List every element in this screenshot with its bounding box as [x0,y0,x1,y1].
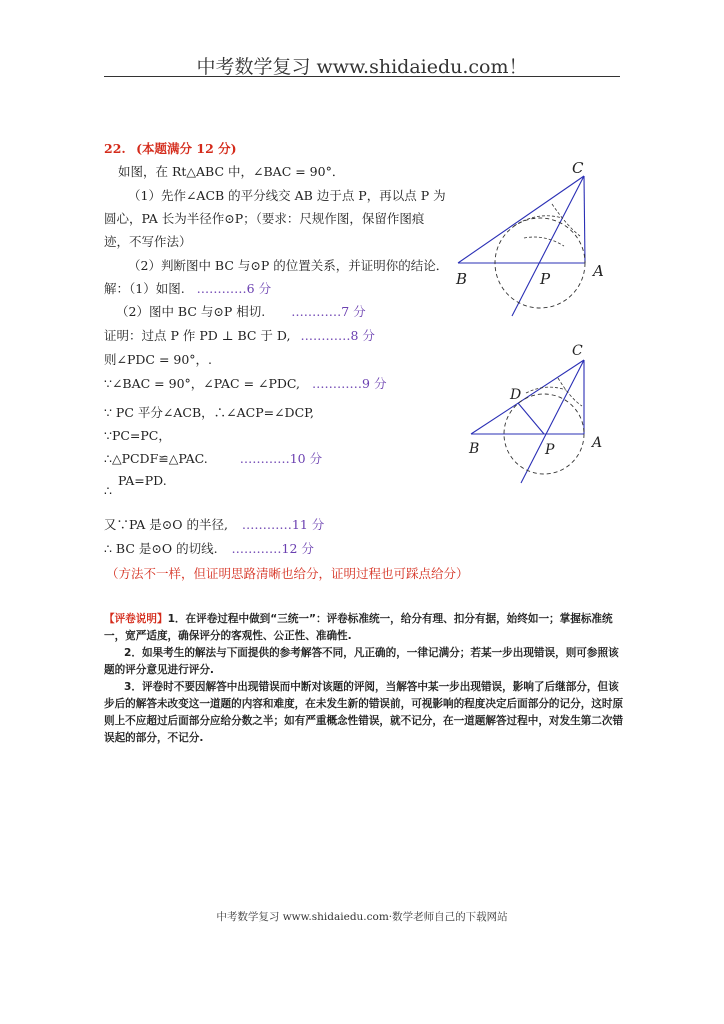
solution-step-9-text: PA=PD. [117,473,167,488]
figure-2 [466,338,614,488]
grading-note-2: 2．如果考生的解法与下面提供的参考解答不同，凡正确的，一律记满分；若某一步出现错误，则可参照该题的评分意见进行评分. [104,647,619,676]
solution-step-11-text: ∴ BC 是⊙O 的切线. [104,541,218,556]
figure-2-label-P: P [545,442,555,458]
figure-2-label-A: A [592,435,603,451]
solution-step-7: ∵PC=PC， [104,428,171,443]
solution-step-1 [104,281,271,297]
figure-2-label-C: C [572,343,583,359]
figure-1-background [452,156,612,320]
figure-2-label-B: B [469,441,480,457]
page-header-title: 中考数学复习 www.shidaiedu.com！ [196,56,528,78]
problem-part1-line3: 迹，不写作法） [104,234,192,249]
solution-step-1-score: …………6 分 [196,281,272,296]
problem-number: 22. [104,141,126,156]
problem-score: (本题满分 12 分) [136,141,237,156]
solution-step-4: 则∠PDC = 90°，. [104,352,213,367]
figure-1-label-P: P [540,270,551,288]
problem-heading [104,141,237,157]
solution-step-8 [104,451,322,467]
solution-step-3-score: …………8 分 [300,328,375,343]
solution-step-5-score: …………9 分 [312,376,387,391]
solution-step-3-text: 证明：过点 P 作 PD ⊥ BC 于 D, [104,328,291,343]
figure-1-label-A: A [593,262,604,280]
solution-step-10 [104,517,324,533]
solution-step-5-text: ∵∠BAC = 90°，∠PAC = ∠PDC, [104,376,301,391]
solution-step-10-text: 又∵PA 是⊙O 的半径, [104,517,228,532]
problem-part1-line2: 圆心，PA 长为半径作⊙P；（要求：尺规作图，保留作图痕 [104,211,425,226]
solution-step-2-score: …………7 分 [291,304,366,319]
solution-step-11 [104,541,314,557]
solution-step-1-text: 解：（1）如图. [104,281,185,296]
solution-step-2-text: （2）图中 BC 与⊙P 相切. [116,304,266,319]
solution-step-8-score: …………10 分 [239,451,323,466]
solution-step-8-text: ∴△PCDF≌△PAC. [104,451,208,466]
figure-2-label-D: D [510,387,522,403]
solution-step-6: ∵ PC 平分∠ACB，∴∠ACP=∠DCP, [104,405,314,420]
solution-step-5 [104,376,386,392]
problem-part2: （2）判断图中 BC 与⊙P 的位置关系，并证明你的结论． [128,258,449,273]
figure-1-label-C: C [572,159,584,177]
grading-note-1 [104,611,624,645]
figure-1 [452,156,612,320]
solution-step-9-symbol: ∴ [104,483,112,498]
figure-2-background [466,338,614,488]
figure-1-label-B: B [456,270,468,288]
solution-step-2 [116,304,366,320]
solution-remark: （方法不一样，但证明思路清晰也给分，证明过程也可踩点给分） [106,566,469,581]
problem-statement: 如图，在 Rt△ABC 中，∠BAC = 90°． [118,164,345,179]
grading-notes-tag: 【评卷说明】 [104,613,168,625]
problem-part1-line1: （1）先作∠ACB 的平分线交 AB 边于点 P，再以点 P 为 [128,188,446,203]
grading-notes [104,611,624,747]
solution-step-9 [104,473,167,498]
solution-step-11-score: …………12 分 [231,541,314,556]
solution-step-10-score: …………11 分 [241,517,325,532]
header-divider [104,76,620,77]
grading-note-3: 3．评卷时不要因解答中出现错误而中断对该题的评阅，当解答中某一步出现错误，影响了后继部分，但该步后的解答未改变这一道题的内容和难度，在未发生新的错误前，可视影响的程度决定后面部分的记分，这时原则上不应超过后面部分应给分数之半；如有严重概念性错误，就不记分，在一道题解答过程中，对发生第二次错误起的部分，不记分. [104,681,624,744]
solution-step-3 [104,328,375,344]
grading-note-1-text: 1．在评卷过程中做到“三统一”：评卷标准统一，给分有理、扣分有据，始终如一；掌握标准统一，宽严适度，确保评分的客观性、公正性、准确性. [104,613,613,642]
page-footer: 中考数学复习 www.shidaiedu.com·数学老师自己的下载网站 [216,911,508,923]
